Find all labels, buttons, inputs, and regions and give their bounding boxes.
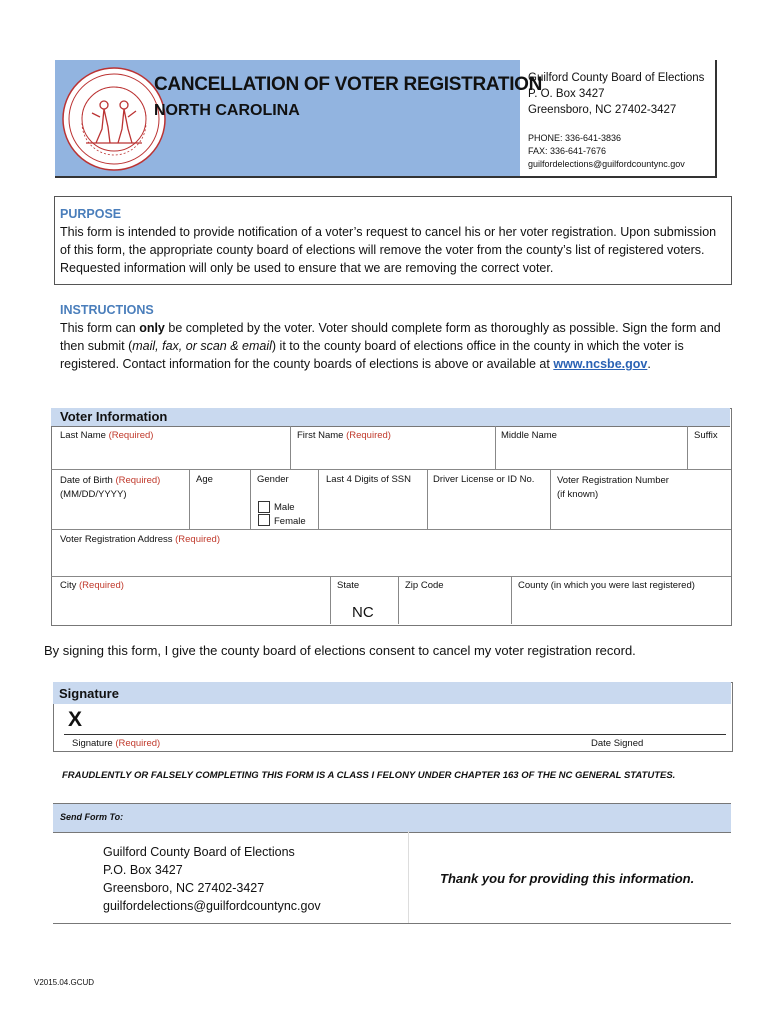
age-field[interactable]: Age: [196, 474, 213, 485]
ssn-field[interactable]: Last 4 Digits of SSN: [326, 474, 412, 485]
female-label: Female: [274, 516, 306, 527]
col-divider: [290, 426, 291, 469]
form-title: CANCELLATION OF VOTER REGISTRATION: [154, 74, 543, 95]
version-code: V2015.04.GCUD: [34, 978, 95, 987]
row-divider: [51, 576, 731, 577]
col-divider: [427, 469, 428, 529]
instructions-text-3: ) it to the county board of elections office in the county in which the voter is registered. Contact information for the county boards of elections is above or available at: [60, 339, 684, 371]
send-form-label: Send Form To:: [60, 812, 124, 822]
col-divider: [189, 469, 190, 529]
male-label: Male: [274, 502, 295, 513]
first-name-label: First Name: [297, 430, 344, 441]
instructions-text-2: be completed by the voter. Voter should complete form as thoroughly as possible. Sign the form and then submit (: [60, 321, 721, 353]
send-bottom-rule: [53, 923, 731, 924]
instructions-bold: only: [139, 321, 165, 335]
state-label: State: [337, 580, 360, 591]
date-signed-field[interactable]: Date Signed: [591, 738, 644, 749]
col-divider: [495, 426, 496, 469]
required-marker: (Required): [346, 430, 391, 441]
county-field[interactable]: [518, 580, 695, 591]
row-divider: [51, 469, 731, 470]
male-checkbox[interactable]: [258, 501, 270, 513]
org-line: Greensboro, NC 27402-3427: [528, 104, 677, 116]
dob-label: Date of Birth: [60, 475, 113, 486]
purpose-heading: PURPOSE: [60, 207, 122, 221]
signature-field-label: [72, 738, 160, 749]
phone: PHONE: 336-641-3836: [528, 133, 622, 143]
col-divider: [550, 469, 551, 529]
dob-format: (MM/DD/YYYY): [60, 489, 127, 500]
voter-info-heading: Voter Information: [60, 409, 168, 424]
driver-license-field[interactable]: Driver License or ID No.: [433, 474, 535, 485]
col-divider: [250, 469, 251, 529]
purpose-text: This form is intended to provide notification of a voter’s request to cancel his or her voter registration. Upon submission of this form, the appropriate county board of elections will remove the voter from the county’s list of registered voters. Requested information will only be used to ensure that we are removing the correct voter.: [60, 225, 717, 275]
reg-number-label: Voter Registration Number: [557, 475, 669, 486]
send-address-line: P.O. Box 3427: [103, 863, 183, 877]
fax: FAX: 336-641-7676: [528, 146, 607, 156]
instructions-heading: INSTRUCTIONS: [60, 303, 154, 317]
org-line: P. O. Box 3427: [528, 88, 605, 100]
female-checkbox[interactable]: [258, 514, 270, 526]
felony-warning: FRAUDLENTLY OR FALSELY COMPLETING THIS FORM IS A CLASS I FELONY UNDER CHAPTER 163 OF THE NC GENERAL STATUTES.: [62, 770, 676, 781]
gender-label: Gender: [257, 474, 289, 485]
instructions-italic: mail, fax, or scan & email: [132, 339, 272, 353]
city-field[interactable]: [60, 580, 124, 591]
required-marker: (Required): [79, 580, 124, 591]
instructions-text-1: This form can: [60, 321, 140, 335]
send-form-bar: [53, 803, 731, 833]
reg-number-field[interactable]: [557, 474, 669, 502]
zip-field[interactable]: Zip Code: [405, 580, 444, 591]
signature-header: [53, 682, 731, 704]
send-address-line: Guilford County Board of Elections: [103, 845, 295, 859]
email: guilfordelections@guilfordcountync.gov: [528, 159, 685, 169]
col-divider: [398, 576, 399, 624]
last-name-label: Last Name: [60, 430, 106, 441]
required-marker: (Required): [115, 475, 161, 486]
ncsbe-link[interactable]: www.ncsbe.gov: [553, 357, 648, 371]
state-value: NC: [352, 604, 374, 621]
col-divider: [687, 426, 688, 469]
county-note: (in which you were last registered): [550, 580, 695, 591]
row-divider: [51, 529, 731, 530]
signature-heading: Signature: [59, 686, 119, 701]
first-name-field[interactable]: [297, 430, 391, 441]
col-divider: [330, 576, 331, 624]
address-label: Voter Registration Address: [60, 534, 173, 545]
consent-text: By signing this form, I give the county board of elections consent to cancel my voter registration record.: [44, 643, 636, 658]
required-marker: (Required): [115, 738, 161, 749]
signature-label: Signature: [72, 738, 113, 749]
dob-field[interactable]: [60, 474, 160, 502]
send-address-line: guilfordelections@guilfordcountync.gov: [103, 899, 321, 913]
signature-mark: X: [68, 708, 83, 731]
suffix-field[interactable]: Suffix: [694, 430, 718, 441]
send-divider: [408, 831, 409, 923]
instructions-text-4: .: [647, 357, 651, 371]
form-subtitle: NORTH CAROLINA: [154, 102, 300, 119]
org-address: [528, 70, 704, 118]
required-marker: (Required): [175, 534, 221, 545]
col-divider: [511, 576, 512, 624]
state-seal-icon: [62, 67, 166, 171]
org-contact: [528, 132, 685, 171]
signature-line[interactable]: [64, 734, 726, 735]
col-divider: [318, 469, 319, 529]
org-line: Guilford County Board of Elections: [528, 72, 705, 84]
last-name-field[interactable]: [60, 430, 153, 441]
send-address: [103, 843, 321, 915]
middle-name-field[interactable]: Middle Name: [501, 430, 557, 441]
send-address-line: Greensboro, NC 27402-3427: [103, 881, 265, 895]
required-marker: (Required): [108, 430, 154, 441]
thank-you-note: Thank you for providing this information.: [440, 871, 695, 886]
reg-number-note: (if known): [557, 489, 599, 500]
address-field[interactable]: [60, 534, 220, 545]
city-label: City: [60, 580, 77, 591]
instructions-text: [60, 319, 724, 373]
county-label: County: [518, 580, 549, 591]
